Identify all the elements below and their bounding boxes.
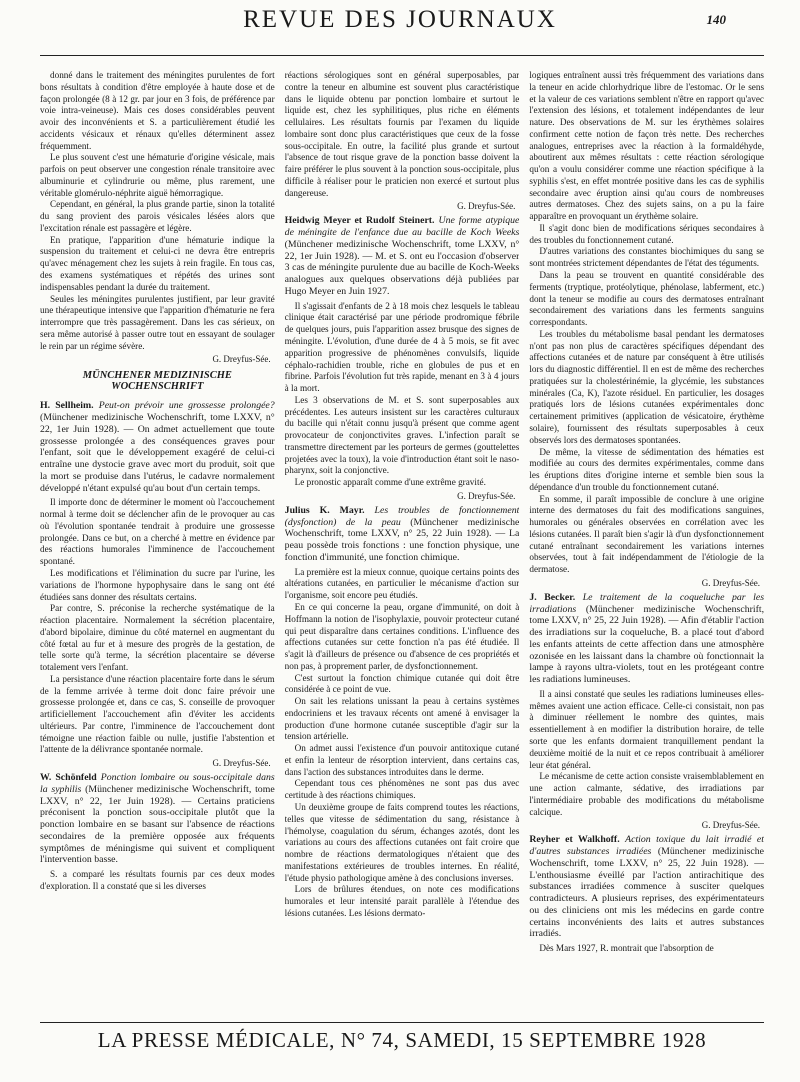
article-citation-text: (Münchener medizinische Wochenschrift, tome LXXV, n° 22, 1er Juin 1928). — On admet actuellement que toute grossesse prolongée a des conséquences graves pour l'enfant, soit que le développement exagéré de celui-ci entraîne une dystocie grave avec mort du produit, soit que la mort se produise dans l'utérus, le cadavre normalement développé n'étant expulsé qu'au bout d'un certain temps. [40, 412, 275, 494]
reviewer-signature: G. Dreyfus-Sée. [701, 577, 761, 588]
paragraph: Il s'agit donc bien de modifications sériques secondaires à des troubles du fonctionnement cutané. [529, 222, 764, 245]
article-heading [40, 400, 275, 494]
article-title: Le traitement de la coqueluche par les irradiations [529, 591, 764, 615]
paragraph: Un deuxième groupe de faits comprend toutes les réactions, telles que vitesse de sédimentation du sang, résistance à l'hémolyse, coagulation du sérum, échanges azotés, dont les variations au cours des affections cutanées ont fait croire que nombre de réactions dermatologiques n'étaient que des manifestations extérieures de troubles internes. En réalité, l'étude physio pathologique amène à des conclusions inverses. [284, 801, 520, 883]
article-heading [529, 592, 764, 686]
paragraph: Dès Mars 1927, R. montrait que l'absorption de [539, 943, 714, 954]
journal-section-title: REVUE DES JOURNAUX [243, 6, 557, 33]
paragraph: Lors de brûlures étendues, on note ces modifications humorales et leur intensité parait parallèle à l'étendue des lésions cutanées. Les lésions dermato- [284, 884, 520, 918]
article-title: Une forme atypique de méningite de l'enfance due au bacille de Koch Weeks [284, 215, 520, 239]
paragraph: Les 3 observations de M. et S. sont superposables aux précédentes. Les auteurs insistent sur les caractères culturaux du bacille qui n'était connu jusqu'à présent que comme agent provocateur de conjonctivites graves. L'infection paraît se transmettre directement par les porteurs de germes (gouttelettes projetées avec la toux), la voie d'introduction étant soit le naso-pharynx, soit la conjonctive. [284, 394, 520, 476]
publication-footer: LA PRESSE MÉDICALE, N° 74, SAMEDI, 15 SEPTEMBRE 1928 [97, 1028, 707, 1052]
footer-rule [40, 1022, 764, 1023]
article-title: Peut-on prévoir une grossesse prolongée? [98, 400, 275, 412]
column-2 [285, 70, 520, 1016]
paragraph: En somme, il paraît impossible de conclure à une origine interne des dermatoses du fait des modifications sanguines, humorales ou générales observées en corrélation avec les lésions cutanées. Il paraît bien s'agir là d'un dysfonctionnement cutané entraînant secondairement les variations internes observées, tout à fait indépendamment de l'étiologie de la dermatose. [529, 493, 764, 575]
column-1 [40, 70, 275, 1016]
reviewer-signature: G. Dreyfus-Sée. [457, 201, 516, 212]
paragraph: Il importe donc de déterminer le moment où l'accouchement normal à terme doit se déclencher afin de le provoquer au cas où l'évolution spontanée tendrait à produire une grossesse prolongée. Dans ce but, on a cherché à mettre en évidence par des réactions humorales l'imminence de l'accouchement spontané. [40, 497, 275, 567]
article-citation-text: (Münchener medizinische Wochenschrift, tome LXXV, n° 22, 1er Juin 1928). — M. et S. ont eu l'occasion d'observer 3 cas de méningite purulente due au bacille de Koch-Weeks analogues aux quelques observations déjà publiées par Hugo Meyer en Juin 1927. [284, 238, 520, 297]
article-citation-text: (Münchener medizinische Wochenschrift, tome LXXV, n° 25, 22 Juin 1928). — L'enthousiasme éveillé par l'action antirachitique des substances irradiées commence à susciter quelques contradicteurs. A plusieurs reprises, des expérimentateurs ou des cliniciens ont mis les médecins en garde contre certains inconvénients des laits et autres substances irradiés. [529, 846, 764, 940]
paragraph: On sait les relations unissant la peau à certains systèmes endocriniens et les travaux récents ont amené à envisager la production d'une hormone cutanée susceptible d'agir sur la tension artérielle. [284, 696, 520, 742]
page-number: 140 [706, 12, 726, 27]
article-heading [285, 505, 520, 564]
article-heading [285, 215, 520, 297]
page-footer [40, 1028, 764, 1068]
article-authors: Julius K. Mayr. [284, 504, 365, 516]
paragraph: donné dans le traitement des méningites purulentes de fort bons résultats à condition d'être employée à haute dose et de façon prolongée (8 à 12 gr. par jour en 3 fois, de préférence par voie intra-veineuse). Mais ces doses considérables peuvent avoir des inconvénients et S. a particulièrement étudié les accidents vésicaux et rénaux qu'elles déterminent assez fréquemment. [40, 70, 275, 151]
article-title: Action toxique du lait irradié et d'autres substances irradiées [529, 834, 764, 858]
reviewer-signature: G. Dreyfus-Sée. [212, 758, 271, 769]
paragraph: Seules les méningites purulentes justifient, par leur gravité une thérapeutique intensive que l'apparition d'hématurie ne fera interrompre que très passagèrement. Dans les cas sérieux, on sera même autorisé à passer outre tout en essayant de soulager le rein par un régime sévère. [40, 293, 275, 351]
column-3 [529, 70, 764, 1016]
page-header [0, 0, 800, 70]
reviewer-signature: G. Dreyfus-Sée. [701, 820, 761, 831]
section-heading-line: MÜNCHENER MEDIZINISCHE [82, 370, 232, 382]
paragraph: Dans la peau se trouvent en quantité considérable des ferments (tryptique, protéolytique, phénolase, labferment, etc.) dont la teneur se modifie au cours des dermatoses entraînant secondairement des variations dans les ferments sanguins correspondants. [529, 270, 764, 328]
paragraph: On admet aussi l'existence d'un pouvoir antitoxique cutané et enfin la lenteur de résorption intervient, dans certains cas, dans l'action des substances introduites dans le derme. [284, 743, 520, 777]
paragraph: Le mécanisme de cette action consiste vraisemblablement en une action calmante, sédative, des irradiations par l'intermédiaire probable des modifications du métabolisme calcique. [529, 771, 764, 817]
paragraph: Les troubles du métabolisme basal pendant les dermatoses n'ont pas non plus de caractères spécifiques dépendant des affections cutanées et de nature par conséquent à être utilisés lors du diagnostic différentiel. Il en est de même des recherches pratiquées sur la cholestérinémie, la glycémie, les substances minérales (Ca, K), l'azote résiduel. En particulier, les dosages pratiqués lors de lésions cutanées expérimentales donc certainement primitives (application de vésicatoire, érythème solaire), fournissent des résultats superposables à ceux observés lors des dermatoses spontanées. [529, 328, 764, 445]
paragraph: En pratique, l'apparition d'une hématurie indique la suspension du traitement et celui-ci ne devra être entrepris qu'avec ménagement chez les sujets à rein fragile. En tous cas, des examens systématiques et répétés des urines sont indispensables pendant la durée du traitement. [40, 234, 275, 292]
paragraph: De même, la vitesse de sédimentation des hématies est modifiée au cours des dermites expérimentales, comme dans les éruptions dites d'origine interne et semble bien sous la dépendance d'un trouble du fonctionnement cutané. [529, 446, 764, 492]
article-authors: Heidwig Meyer et Rudolf Steinert. [284, 215, 435, 227]
section-heading-line: WOCHENSCHRIFT [111, 381, 204, 393]
article-title: Les troubles de fonctionnement (dysfonction) de la peau [284, 504, 520, 528]
paragraph: En ce qui concerne la peau, organe d'immunité, on doit à Hoffmann la notion de l'isophylaxie, pouvoir protecteur cutané qui peut disparaître dans certaines conditions. L'influence des affections cutanées sur cette fonction n'a pas été étudiée. Il s'agit là d'ailleurs de présence ou d'absence de ces propriétés et non pas, à proprement parler, de dysfonctionnement. [284, 601, 520, 671]
section-heading [40, 370, 275, 392]
paragraph: Le plus souvent c'est une hématurie d'origine vésicale, mais parfois on peut observer une congestion rénale transitoire avec albuminurie et cylindrurie ou même, plus rarement, une véritable glomérulo-néphrite aiguë hémorragique. [40, 152, 275, 198]
article-citation-text: (Münchener medizinische Wochenschrift, tome LXXV, n° 22, 1er Juin 1928). — Certains praticiens préconisent la ponction sous-occipitale plutôt que la ponction lombaire en se basant sur l'absence de réactions secondaires de la première opposée aux fréquents symptômes de méningisme qui suivent et compliquent l'intervention basse. [40, 783, 275, 866]
paragraph: C'est surtout la fonction chimique cutanée qui doit être considérée à ce point de vue. [284, 672, 520, 695]
reviewer-signature: G. Dreyfus-Sée. [212, 354, 271, 365]
paragraph: Les modifications et l'élimination du sucre par l'urine, les variations de l'hormone hypophysaire dans le sang ont été étudiées sans donner des résultats certains. [40, 567, 275, 602]
article-title: Ponction lombaire ou sous-occipitale dans la syphilis [40, 772, 275, 795]
article-authors: H. Sellheim. [40, 400, 94, 412]
reviewer-signature: G. Dreyfus-Sée. [457, 490, 516, 501]
article-citation-text: (Münchener medizinische Wochenschrift, tome LXXV, n° 25, 22 Juin 1928). — Afin d'établir l'action des irradiations sur la coqueluche, B. a placé tout d'abord les enfants atteints de cette affection dans une atmosphère ozonisée en les laissant dans la chambre où fonctionnait la lampe à rayons ultra-violets, tout en les protégeant contre les radiations lumineuses. [529, 603, 764, 686]
paragraph: logiques entraînent aussi très fréquemment des variations dans la teneur en acide chlorhydrique libre de l'estomac. Or le sens et la valeur de ces variations semblent n'être en rapport qu'avec l'extension des lésions, et totalement indépendantes de leur nature. Des observations de M. sur les érythèmes solaires confirment cette notion de façon très nette. Des recherches analogues, entreprises avec la réaction à la formaldéhyde, aboutirent aux mêmes résultats : cette réaction sérologique qu'on a voulu considérer comme une réaction spécifique à la syphilis s'est, en effet montrée positive dans les cas de syphilis secondaire avec éruption ainsi qu'au cours de nombreuses autres dermatoses. Chez des sujets sains, on a pu la faire apparaître en provoquant un érythème solaire. [529, 70, 764, 222]
paragraph: Le pronostic apparaît comme d'une extrême gravité. [294, 477, 486, 488]
article-heading [529, 834, 764, 940]
paragraph: Il a ainsi constaté que seules les radiations lumineuses elles-mêmes avaient une action efficace. Celle-ci consistait, non pas à diminuer réellement le nombre des quintes, mais essentiellement à en modifier la distribution horaire, de telle sorte que les enfants dormaient tranquillement pendant la deuxième moitié de la nuit et ce repos contribuait à améliorer leur état général. [529, 688, 764, 770]
article-authors: W. Schönfeld [40, 772, 97, 784]
paragraph: S. a comparé les résultats fournis par ces deux modes d'exploration. Il a constaté que si les diverses [40, 869, 275, 891]
paragraph: La persistance d'une réaction placentaire forte dans le sérum de la femme arrivée à terme doit donc faire prévoir une grossesse prolongée et, dans ce cas, S. conseille de provoquer artificiellement l'accouchement afin d'éviter les accidents ultérieurs. Par contre, l'imminence de l'accouchement dont témoigne une réaction faible ou nulle, justifie l'abstention et l'attente de la délivrance spontanée normale. [40, 673, 275, 755]
paragraph: Cependant tous ces phénomènes ne sont pas dus avec certitude à des réactions chimiques. [284, 778, 520, 801]
article-authors: J. Becker. [529, 591, 576, 603]
paragraph: Par contre, S. préconise la recherche systématique de la réaction placentaire. Normalement la sécrétion placentaire, d'abord bipolaire, diminue du côté maternel en augmentant du côté fœtal au fur et à mesure des progrès de la gestation, de telle sorte qu'à terme, la sécrétion placentaire se déverse totalement vers l'enfant. [40, 603, 275, 673]
article-citation-text: (Münchener medizinische Wochenschrift, tome LXXV, n° 25, 22 Juin 1928). — La peau possède trois fonctions : une fonction physique, une fonction d'immunité, une fonction chimique. [284, 516, 520, 563]
paragraph: Cependant, en général, la plus grande partie, sinon la totalité du sang provient des parois vésicales lésées alors que l'excitation rénale est passagère et légère. [40, 199, 275, 233]
paragraph: D'autres variations des constantes biochimiques du sang se sont montrées strictement dépendantes de l'état des téguments. [529, 246, 764, 269]
paragraph: La première est la mieux connue, quoique certains points des altérations cutanées, en particulier le mécanisme d'action sur l'organisme, soit encore peu étudiés. [284, 566, 520, 601]
article-authors: Reyher et Walkhoff. [529, 834, 620, 846]
paragraph: réactions sérologiques sont en général superposables, par contre la teneur en albumine est souvent plus caractéristique dans le liquide obtenu par ponction lombaire et surtout le liquide est, chez les syphilitiques, plus riche en éléments cellulaires. Les résultats fournis par l'examen du liquide lombaire sont donc plus caractéristiques que ceux de la fosse sous-occipitale. En outre, la facilité plus grande et surtout l'absence de tout risque grave de la ponction basse doivent la faire préférer le plus souvent à la ponction sous-occipitale, plus difficile à réaliser pour le praticien non exercé et surtout plus dangereuse. [284, 70, 520, 198]
paragraph: Il s'agissait d'enfants de 2 à 18 mois chez lesquels le tableau clinique était caractérisé par une période prodromique fébrile de quelques jours, puis l'apparition assez brusque des signes de méningite. L'évolution, d'une durée de 4 à 5 mois, se fit avec apparition progressive de phénomènes convulsifs, liquide céphalo-rachidien trouble, riche en globules de pus et en fibrine. Parfois l'évolution fut très rapide, menant en 3 à 4 jours à la mort. [284, 300, 520, 394]
text-columns [40, 70, 764, 1016]
header-rule [40, 55, 764, 56]
article-heading [40, 772, 275, 866]
